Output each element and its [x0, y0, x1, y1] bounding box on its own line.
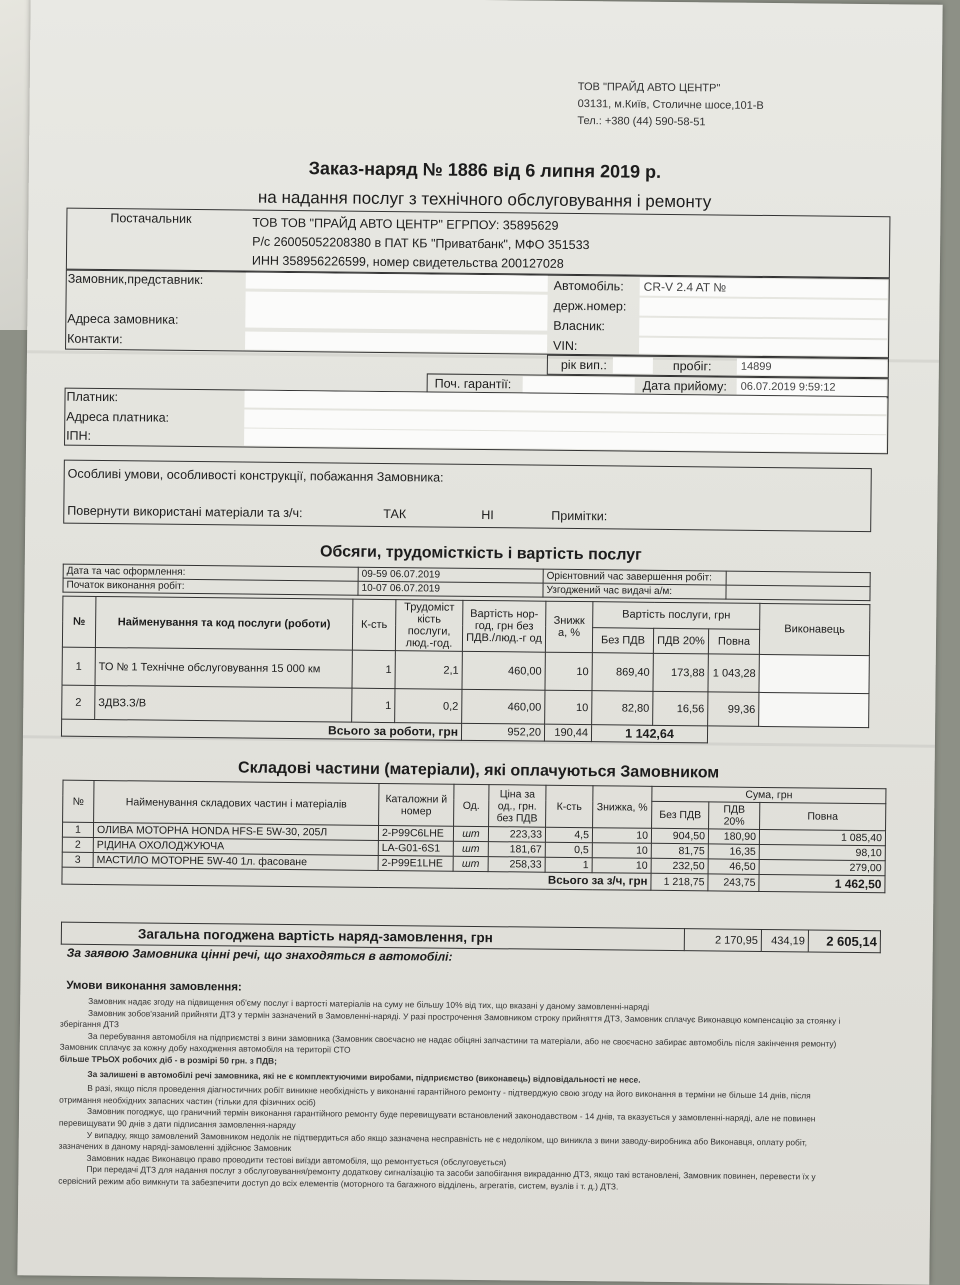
company-phone: Тел.: +380 (44) 590-58-51: [577, 114, 706, 129]
row-price: 223,33: [488, 827, 545, 843]
col-no-vat: Без ПДВ: [592, 627, 653, 653]
car-value: CR-V 2.4 AT №: [640, 278, 888, 299]
col-sum: Сума, грн: [652, 786, 886, 803]
term-paragraph: більше ТРЬОХ робочих діб - в розмірі 50 грн. з ПДВ;: [59, 1053, 277, 1066]
created-label: Дата та час оформлення:: [63, 564, 358, 581]
grand-total-no-vat: 2 170,95: [684, 929, 761, 952]
row-vat: 173,88: [653, 653, 708, 692]
row-catalog: LA-G01-6S1: [378, 840, 453, 856]
row-rate: 460,00: [462, 651, 545, 690]
grand-total-label: Загальна погоджена вартість наряд-замовлення, грн: [61, 922, 684, 951]
services-total-full: 1 142,64: [591, 725, 707, 743]
row-catalog: 2-P99C6LHE: [378, 825, 453, 841]
row-vat: 180,90: [708, 829, 759, 845]
parts-total-full: 1 462,50: [759, 874, 885, 892]
warranty-value: [523, 376, 635, 393]
term-paragraph: За перебування автомобіля на підприємстві з вини замовника (Замовник своєчасно не надає обіцяні запчастини та матеріали, або не своєчасно забирає автомобіль після закінчення ремонту) Замовник сплачує за кожну добу находження автомобіля на території СТО: [59, 1030, 837, 1056]
customer-label: Замовник,представник:: [67, 271, 204, 288]
col-price: Ціна за од., грн. без ПДВ: [489, 785, 546, 828]
car-label: Автомобіль:: [553, 278, 624, 294]
row-no-vat: 81,75: [651, 843, 708, 859]
customer-value: [246, 273, 548, 292]
company-name: ТОВ "ПРАЙД АВТО ЦЕНТР": [577, 80, 721, 95]
col-vat: ПДВ 20%: [709, 802, 760, 830]
owner-label: Власник:: [553, 318, 606, 334]
services-table: [61, 596, 870, 745]
row-unit: шт: [453, 856, 488, 871]
row-qty: 1: [352, 688, 395, 722]
notes-label: Примітки:: [551, 508, 608, 524]
col-no-vat: Без ПДВ: [652, 801, 709, 829]
row-executor: [759, 692, 869, 727]
services-heading: Обсяги, трудомісткість і вартість послуг: [319, 543, 642, 564]
work-order-document: [17, 0, 942, 1285]
warranty-label: Поч. гарантії:: [434, 376, 512, 392]
row-discount: 10: [545, 652, 592, 690]
row-executor: [759, 654, 869, 693]
owner-value: [639, 318, 887, 339]
row-name: РІДИНА ОХОЛОДЖУЮЧА: [93, 837, 378, 855]
row-no: 1: [62, 647, 95, 685]
col-rate: Вартість нор-год, грн без ПДВ./люд.-г од: [462, 600, 546, 652]
year-label: рік вип.:: [560, 357, 607, 373]
valuables-note: За заявою Замовника цінні речі, що знаходяться в автомобілі:: [66, 945, 453, 964]
col-qty: К-сть: [352, 599, 396, 650]
row-discount: 10: [545, 690, 592, 724]
services-meta: [62, 564, 870, 601]
col-unit: Од.: [454, 784, 489, 826]
payer-label: Платник:: [66, 389, 119, 405]
col-no: №: [62, 596, 96, 647]
terms-heading: Умови виконання замовлення:: [66, 979, 242, 994]
row-vat: 16,35: [708, 844, 759, 860]
col-discount: Знижка, %: [593, 786, 652, 829]
return-no: НІ: [481, 508, 494, 523]
row-qty: 4,5: [545, 827, 592, 842]
row-full: 279,00: [759, 859, 885, 875]
row-name: МАСТИЛО МОТОРНЕ 5W-40 1л. фасоване: [93, 852, 378, 870]
created-value: 09-59 06.07.2019: [358, 567, 543, 583]
terms-body: [58, 996, 850, 1196]
row-discount: 10: [592, 828, 651, 844]
grand-total-full: 2 605,14: [808, 930, 880, 953]
parts-total-no-vat: 1 218,75: [651, 873, 708, 891]
row-no: 2: [62, 685, 95, 719]
row-vat: 16,56: [653, 691, 708, 726]
row-rate: 460,00: [462, 689, 545, 724]
row-unit: шт: [453, 826, 488, 841]
col-name: Найменування та код послуги (роботи): [95, 596, 353, 650]
company-address: 03131, м.Київ, Столичне шосе,101-В: [577, 97, 764, 112]
row-full: 1 043,28: [708, 654, 759, 693]
vin-label: VIN:: [553, 338, 578, 354]
row-vat: 46,50: [708, 859, 759, 875]
term-paragraph: При передачі ДТЗ для надання послуг з обслуговування/ремонту додаткову сигналізацію та засоби запобігання викраданню ДТЗ, якщо такі встановлені, Замовник повинен, перевести їх у сервісний режим або вимкнути та забезпечити доступ до всіх елементів (моторного та багажного відділень, агрегатів, систем, вузлів і т. д.) ДТЗ.: [58, 1164, 816, 1192]
accept-label: Дата прийому:: [642, 378, 727, 394]
supplier-details: [252, 214, 590, 275]
mileage-value: 14899: [737, 359, 887, 377]
row-full: 99,36: [708, 692, 759, 727]
term-paragraph: Замовник надає Виконавцю право проводити тестові виїзди автомобіля, що ремонтується (обслуговується): [86, 1152, 507, 1168]
row-full: 1 085,40: [759, 829, 885, 845]
row-name: ТО № 1 Технічне обслуговування 15 000 км: [95, 647, 352, 688]
col-vat: ПДВ 20%: [653, 628, 708, 654]
row-no-vat: 82,80: [592, 691, 653, 726]
col-executor: Виконавець: [759, 603, 870, 655]
services-total-label: Всього за роботи, грн: [61, 719, 461, 740]
year-value: [613, 357, 653, 373]
row-qty: 0,5: [545, 842, 592, 857]
supplier-line-3: ИНН 358956226599, номер свидетельства 200127028: [251, 253, 564, 271]
col-name: Найменування складових частин і матеріалів: [94, 780, 379, 825]
plate-value: [639, 298, 887, 319]
parts-total-label: Всього за з/ч, грн: [62, 867, 651, 890]
term-paragraph: Замовник погоджує, що граничний термін виконання гарантійного ремонту буде перевищувати встановлений законодавством - 14 днів, та вказується у замовленні-наряді, але не повинен перевищувати 90 днів з дати підписання замовлення-наряду: [58, 1106, 816, 1131]
return-yes: ТАК: [383, 506, 407, 522]
row-no-vat: 232,50: [651, 858, 708, 874]
eta-value: [726, 571, 870, 587]
row-price: 258,33: [488, 857, 545, 873]
ipn-label: ІПН:: [66, 428, 92, 443]
mileage-label: пробіг:: [672, 359, 712, 374]
supplier-line-1: ТОВ ТОВ "ПРАЙД АВТО ЦЕНТР" ЕГРПОУ: 35895629: [252, 215, 559, 233]
start-value: 10-07 06.07.2019: [358, 581, 543, 597]
document-title: Заказ-наряд № 1886 від 6 липня 2019 р.: [308, 158, 662, 182]
row-name: ОЛИВА МОТОРНА HONDA HFS-E 5W-30, 205Л: [93, 822, 378, 840]
row-qty: 1: [352, 650, 395, 688]
parts-heading: Складові частини (матеріали), які оплачуються Замовником: [238, 759, 720, 782]
plate-label: держ.номер:: [553, 298, 627, 314]
col-full: Повна: [708, 628, 759, 654]
col-full: Повна: [760, 802, 886, 830]
services-total-no-vat: 952,20: [461, 723, 544, 741]
row-no: 3: [62, 852, 93, 867]
return-materials-label: Повернути використані матеріали та з/ч:: [67, 503, 303, 521]
row-discount: 10: [592, 858, 651, 874]
parts-total-vat: 243,75: [708, 874, 759, 892]
row-labor: 2,1: [395, 651, 462, 690]
parts-table: [61, 780, 886, 894]
contacts-value: [245, 332, 547, 353]
document-subtitle: на надання послуг з технічного обслуговування і ремонту: [257, 187, 712, 212]
col-labor: Трудоміст кість послуги, люд.-год.: [395, 600, 463, 652]
term-paragraph: Замовник надає згоду на підвищення об'єму послуг і вартості матеріалів на суму не більшу 10% від тих, що вказані у даному замовленні-наряді: [88, 995, 650, 1012]
row-qty: 1: [545, 857, 592, 872]
supplier-label: Постачальник: [110, 211, 192, 226]
accept-value: 06.07.2019 9:59:12: [737, 379, 887, 397]
col-catalog: Каталожни й номер: [379, 783, 454, 826]
company-header: [577, 79, 764, 132]
contacts-label: Контакти:: [67, 331, 123, 347]
term-paragraph: В разі, якщо після проведення діагностичних робіт виникне необхідність у виконанні гарантійного ремонту - підтверджую свою згоду на його виконання в терміни не більше 14 днів, після отримання необхідних запасних частин (тільки для фізичних осіб): [59, 1083, 811, 1108]
row-labor: 0,2: [395, 689, 462, 724]
col-qty: К-сть: [546, 785, 593, 827]
row-unit: шт: [453, 841, 488, 856]
services-total-vat: 190,44: [544, 724, 591, 741]
row-no-vat: 904,50: [651, 828, 708, 844]
start-label: Початок виконання робіт:: [63, 578, 358, 595]
customer-address-label: Адреса замовника:: [67, 311, 179, 327]
term-paragraph: За залишені в автомобілі речі замовника, які не є комплектуючими виробами, підприємство (виконавець) відповідальності не несе.: [87, 1068, 641, 1085]
col-cost: Вартість послуги, грн: [593, 602, 760, 629]
row-discount: 10: [592, 843, 651, 859]
row-name: ЗДВЗ.З/В: [95, 685, 352, 722]
row-catalog: 2-P99E1LHE: [378, 855, 453, 871]
row-no: 1: [62, 822, 93, 837]
term-paragraph: У випадку, якщо замовлений Замовником недолік не підтвердиться або якщо зазначена несправність не є недоліком, що виникла з вини заводу-виробника або Виконавця, оплату робіт, зазначених в даному наряді-замовленні здійснює Замовник: [58, 1129, 808, 1154]
vin-value: [639, 338, 887, 357]
row-no: 2: [62, 837, 93, 852]
col-no: №: [63, 780, 94, 822]
agreed-label: Узгоджений час видачі а/м:: [543, 583, 726, 599]
conditions-label: Особливі умови, особливості конструкції, побажання Замовника:: [67, 466, 444, 485]
col-discount: Знижк а, %: [545, 601, 593, 652]
customer-address-value: [245, 292, 547, 331]
row-no-vat: 869,40: [592, 653, 653, 692]
grand-total-vat: 434,19: [761, 929, 808, 951]
agreed-value: [726, 585, 870, 601]
row-full: 98,10: [759, 844, 885, 860]
supplier-line-2: Р/с 26005052208380 в ПАТ КБ "Приватбанк", МФО 351533: [252, 234, 590, 253]
row-price: 181,67: [488, 842, 545, 858]
payer-address-label: Адреса платника:: [66, 409, 170, 425]
eta-label: Орієнтовний час завершення робіт:: [543, 569, 726, 585]
term-paragraph: Замовник зобов'язаний прийняти ДТЗ у термін зазначений в Замовленні-наряді. У разі прострочення Замовником строку прийняття ДТЗ, Замовник сплачує Виконавцю компенсацію за стоянку і зберігання ДТЗ: [59, 1007, 841, 1030]
